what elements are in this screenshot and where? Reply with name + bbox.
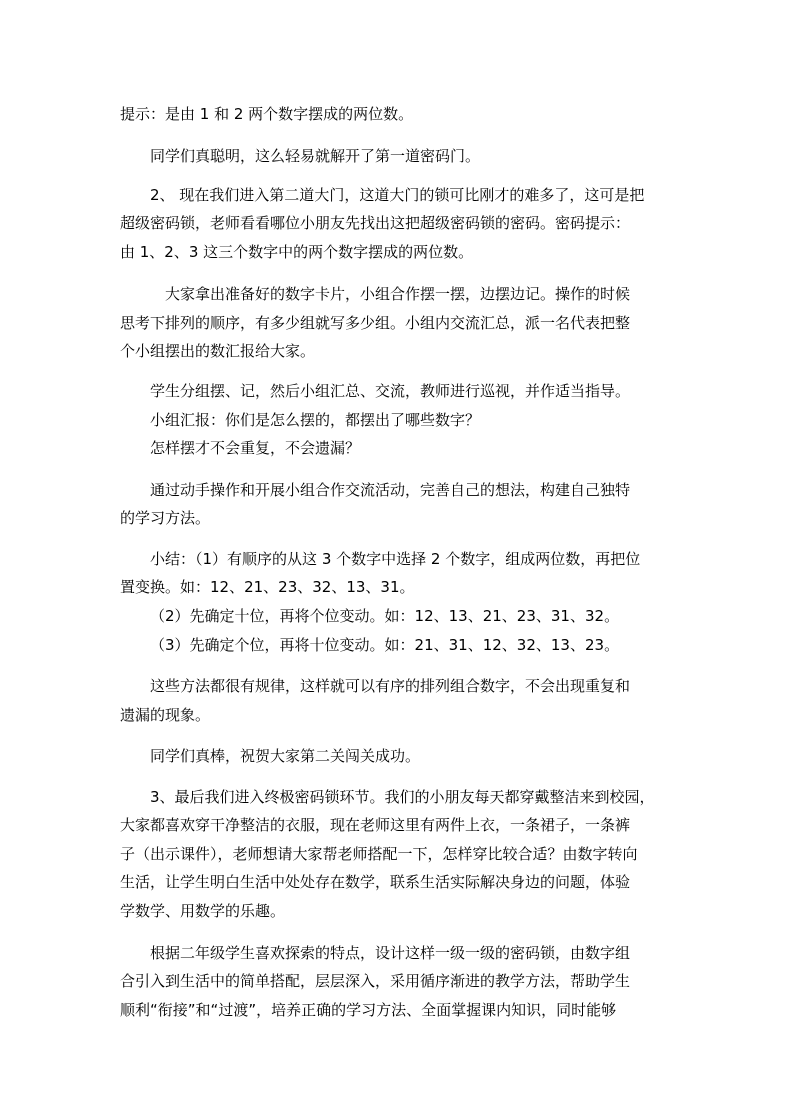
text-line: 顺利“衔接”和“过渡”，培养正确的学习方法、全面掌握课内知识，同时能够 [120, 1001, 617, 1019]
text-line: 怎样摆才不会重复，不会遗漏？ [150, 439, 361, 457]
text-line: 同学们真聪明，这么轻易就解开了第一道密码门。 [150, 147, 481, 165]
text-line: 个小组摆出的数汇报给大家。 [120, 342, 316, 360]
text-line: 这些方法都很有规律，这样就可以有序的排列组合数字，不会出现重复和 [150, 677, 631, 695]
text-line: 置变换。如：12、21、23、32、13、31。 [120, 578, 415, 596]
text-line: 学数学、用数学的乐趣。 [120, 902, 286, 920]
text-line: （2）先确定十位，再将个位变动。如：12、13、21、23、31、32。 [150, 607, 620, 625]
text-line: 思考下排列的顺序，有多少组就写多少组。小组内交流汇总，派一名代表把整 [120, 314, 631, 332]
text-line: 提示：是由 1 和 2 两个数字摆成的两位数。 [120, 105, 414, 123]
text-line: 遗漏的现象。 [120, 706, 211, 724]
text-line: 合引入到生活中的简单搭配，层层深入，采用循序渐进的教学方法，帮助学生 [120, 972, 631, 990]
text-line: 3、最后我们进入终极密码锁环节。我们的小朋友每天都穿戴整洁来到校园， [150, 788, 655, 806]
text-line: 的学习方法。 [120, 509, 211, 527]
text-line: 生活，让学生明白生活中处处存在数学，联系生活实际解决身边的问题，体验 [120, 873, 631, 891]
text-line: 超级密码锁，老师看看哪位小朋友先找出这把超级密码锁的密码。密码提示： [120, 214, 631, 232]
text-line: 大家都喜欢穿干净整洁的衣服，现在老师这里有两件上衣，一条裙子，一条裤 [120, 816, 631, 834]
text-line: 同学们真棒，祝贺大家第二关闯关成功。 [150, 747, 421, 765]
text-line: （3）先确定个位，再将十位变动。如：21、31、12、32、13、23。 [150, 636, 620, 654]
text-line: 小组汇报：你们是怎么摆的，都摆出了哪些数字？ [150, 411, 481, 429]
text-line: 2、 现在我们进入第二道大门，这道大门的锁可比刚才的难多了，这可是把 [150, 186, 645, 204]
text-line: 学生分组摆、记，然后小组汇总、交流，教师进行巡视，并作适当指导。 [150, 382, 631, 400]
text-line: 通过动手操作和开展小组合作交流活动，完善自己的想法，构建自己独特 [150, 481, 631, 499]
text-line: 由 1、2、3 这三个数字中的两个数字摆成的两位数。 [120, 243, 474, 261]
text-line: 大家拿出准备好的数字卡片，小组合作摆一摆，边摆边记。操作的时候 [165, 285, 631, 303]
text-line: 子（出示课件），老师想请大家帮老师搭配一下，怎样穿比较合适？由数字转向 [120, 845, 638, 863]
text-line: 根据二年级学生喜欢探索的特点，设计这样一级一级的密码锁，由数字组 [150, 944, 631, 962]
text-line: 小结：（1）有顺序的从这 3 个数字中选择 2 个数字，组成两位数，再把位 [150, 550, 641, 568]
